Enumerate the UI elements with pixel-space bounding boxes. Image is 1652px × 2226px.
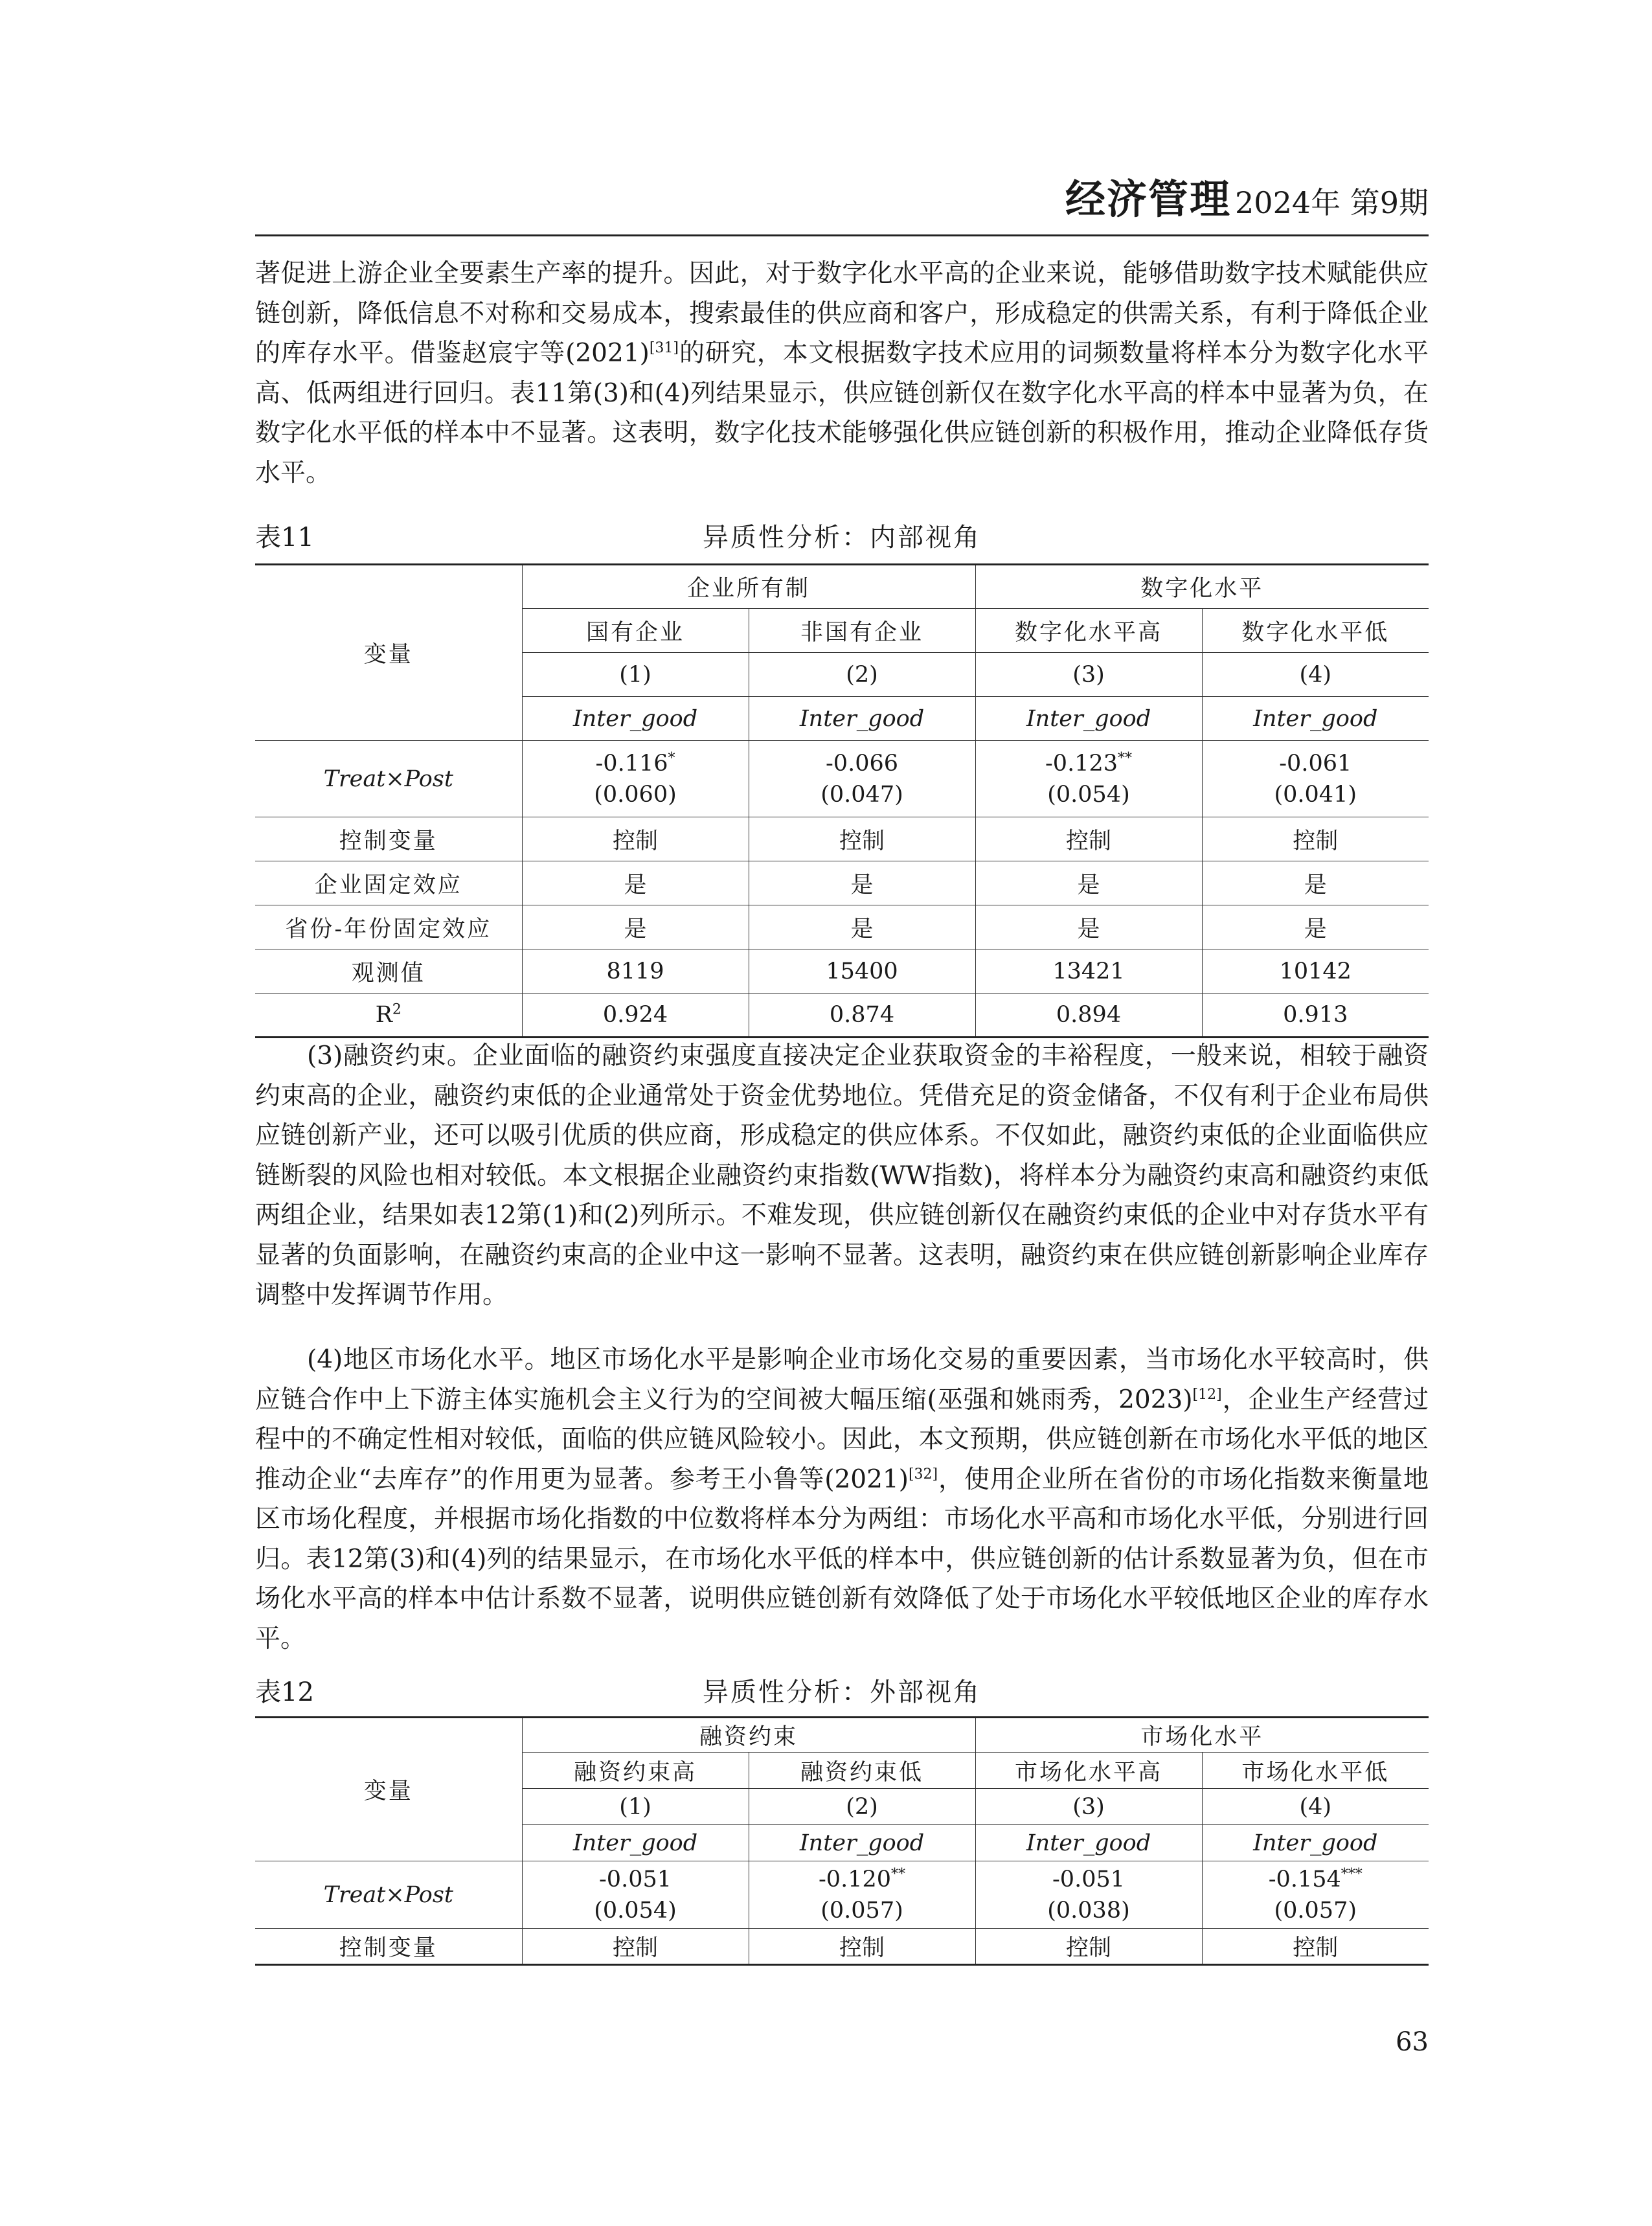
citation-12: [12] [1192,1386,1222,1403]
table-cell: 10142 [1202,949,1429,994]
table-cell: 是 [749,905,975,949]
table11-title: 异质性分析：内部视角 [703,523,981,552]
table-cell: 控制 [1202,1929,1429,1965]
page-number: 63 [1396,2027,1429,2057]
subgroup-label: 非国有企业 [749,609,975,653]
group-market: 市场化水平 [975,1718,1429,1753]
standard-error: (0.057) [820,1897,903,1924]
journal-name: 经济管理 [1065,176,1232,223]
coefficient: -0.051 [598,1866,672,1892]
significance-stars: * [668,749,675,766]
subgroup-label: 数字化水平高 [975,609,1202,653]
table-cell: 是 [1202,905,1429,949]
coefficient: -0.120 [818,1866,892,1892]
dependent-variable: Inter_good [1202,697,1429,741]
coef-cell [749,1861,975,1929]
subgroup-label: 融资约束高 [522,1753,749,1789]
dependent-variable: Inter_good [522,697,749,741]
dependent-variable: Inter_good [975,697,1202,741]
coefficient: -0.066 [825,750,899,777]
table12-number: 表12 [255,1677,314,1707]
dependent-variable: Inter_good [975,1825,1202,1861]
significance-stars: ** [891,1865,906,1882]
table-cell: 0.894 [975,994,1202,1038]
significance-stars: ** [1118,749,1133,766]
column-number: (3) [975,1789,1202,1825]
dependent-variable: Inter_good [749,697,975,741]
coef-cell [522,1861,749,1929]
subgroup-label: 市场化水平低 [1202,1753,1429,1789]
column-number: (4) [1202,1789,1429,1825]
coefficient: -0.051 [1052,1866,1126,1892]
row-label: 控制变量 [339,1935,438,1961]
running-header [255,176,1429,236]
standard-error: (0.060) [594,781,677,808]
table-row [255,994,1429,1038]
standard-error: (0.054) [594,1897,677,1924]
group-financing: 融资约束 [522,1718,975,1753]
coef-cell [1202,1861,1429,1929]
table-row [255,817,1429,861]
table-cell: 控制 [749,1929,975,1965]
table-cell: 是 [1202,861,1429,905]
table-cell: 13421 [975,949,1202,994]
coef-cell [749,741,975,817]
column-number: (2) [749,1789,975,1825]
column-number: (1) [522,1789,749,1825]
standard-error: (0.038) [1047,1897,1130,1924]
treat-post-label: Treat×Post [255,741,522,817]
standard-error: (0.057) [1274,1897,1357,1924]
coef-cell [522,741,749,817]
table-row [255,905,1429,949]
row-label: 控制变量 [255,817,522,861]
significance-stars: *** [1341,1865,1363,1882]
citation-32: [32] [908,1466,938,1482]
table-cell: 控制 [975,817,1202,861]
standard-error: (0.054) [1047,781,1130,808]
issue-number: 2024年 第9期 [1235,185,1429,220]
coefficient: -0.123 [1045,750,1118,777]
table-cell: 是 [975,861,1202,905]
column-number: (2) [749,653,975,697]
coefficient: -0.061 [1279,750,1352,777]
table-cell: 0.924 [522,994,749,1038]
table-12 [255,1716,1429,1966]
table11-caption [255,519,1429,556]
var-header: 变量 [255,565,522,741]
row-label: 省份-年份固定效应 [255,905,522,949]
table-cell: 0.874 [749,994,975,1038]
dependent-variable: Inter_good [1202,1825,1429,1861]
table-row [255,1929,1429,1965]
paragraph-2: (3)融资约束。企业面临的融资约束强度直接决定企业获取资金的丰裕程度，一般来说，相较于融资约束高的企业，融资约束低的企业通常处于资金优势地位。凭借充足的资金储备，不仅有利于企业布局供应链创新产业，还可以吸引优质的供应商，形成稳定的供应体系。不仅如此，融资约束低的企业面临供应链断裂的风险也相对较低。本文根据企业融资约束指数(WW指数)，将样本分为融资约束高和融资约束低两组企业，结果如表12第(1)和(2)列所示。不难发现，供应链创新仅在融资约束低的企业中对存货水平有显著的负面影响，在融资约束高的企业中这一影响不显著。这表明，融资约束在供应链创新影响企业库存调整中发挥调节作用。 [255,1041,1429,1310]
table-row [255,949,1429,994]
row-label: 企业固定效应 [255,861,522,905]
table-11 [255,563,1429,1038]
dependent-variable: Inter_good [749,1825,975,1861]
table-cell: 15400 [749,949,975,994]
table-cell: 控制 [975,1929,1202,1965]
standard-error: (0.047) [820,781,903,808]
row-label: 观测值 [255,949,522,994]
group-ownership: 企业所有制 [522,565,975,609]
table-cell: 是 [749,861,975,905]
journal-issue [1065,176,1429,223]
table-cell: 是 [522,905,749,949]
coefficient: -0.154 [1268,1866,1341,1892]
paragraph-3: (4)地区市场化水平。地区市场化水平是影响企业市场化交易的重要因素，当市场化水平较高时，供应链合作中上下游主体实施机会主义行为的空间被大幅压缩(巫强和姚雨秀，2023)[12]，企业生产经营过程中的不确定性相对较低，面临的供应链风险较小。因此，本文预期，供应链创新在市场化水平低的地区推动企业“去库存”的作用更为显著。参考王小鲁等(2021)[32]，使用企业所在省份的市场化指数来衡量地区市场化程度，并根据市场化指数的中位数将样本分为两组：市场化水平高和市场化水平低，分别进行回归。表12第(3)和(4)列的结果显示，在市场化水平低的样本中，供应链创新的估计系数显著为负，但在市场化水平高的样本中估计系数不显著，说明供应链创新有效降低了处于市场化水平较低地区企业的库存水平。 [255,1345,1429,1653]
treat-post-label: Treat×Post [255,1861,522,1929]
table-row [255,861,1429,905]
r-squared-label: $R^2$ [375,1001,402,1028]
subgroup-label: 市场化水平高 [975,1753,1202,1789]
coef-cell [1202,741,1429,817]
table11-number: 表11 [255,523,314,552]
table-cell: 控制 [1202,817,1429,861]
var-header: 变量 [255,1718,522,1861]
column-number: (3) [975,653,1202,697]
subgroup-label: 国有企业 [522,609,749,653]
table-cell: 0.913 [1202,994,1429,1038]
table-cell: 控制 [749,817,975,861]
group-digital: 数字化水平 [975,565,1429,609]
paragraph-1: 著促进上游企业全要素生产率的提升。因此，对于数字化水平高的企业来说，能够借助数字技术赋能供应链创新，降低信息不对称和交易成本，搜索最佳的供应商和客户，形成稳定的供需关系，有利于降低企业的库存水平。借鉴赵宸宇等(2021)[31]的研究，本文根据数字技术应用的词频数量将样本分为数字化水平高、低两组进行回归。表11第(3)和(4)列结果显示，供应链创新仅在数字化水平高的样本中显著为负，在数字化水平低的样本中不显著。这表明，数字化技术能够强化供应链创新的积极作用，推动企业降低存货水平。 [255,259,1429,488]
dependent-variable: Inter_good [522,1825,749,1861]
citation-31: [31] [649,340,679,356]
standard-error: (0.041) [1274,781,1357,808]
table12-caption [255,1674,1429,1710]
table-cell: 是 [522,861,749,905]
coef-cell [975,741,1202,817]
coef-cell [975,1861,1202,1929]
column-number: (4) [1202,653,1429,697]
table12-title: 异质性分析：外部视角 [703,1677,981,1707]
table-cell: 8119 [522,949,749,994]
subgroup-label: 数字化水平低 [1202,609,1429,653]
table-cell: 是 [975,905,1202,949]
column-number: (1) [522,653,749,697]
coefficient: -0.116 [595,750,668,777]
table-cell: 控制 [522,1929,749,1965]
subgroup-label: 融资约束低 [749,1753,975,1789]
table-cell: 控制 [522,817,749,861]
